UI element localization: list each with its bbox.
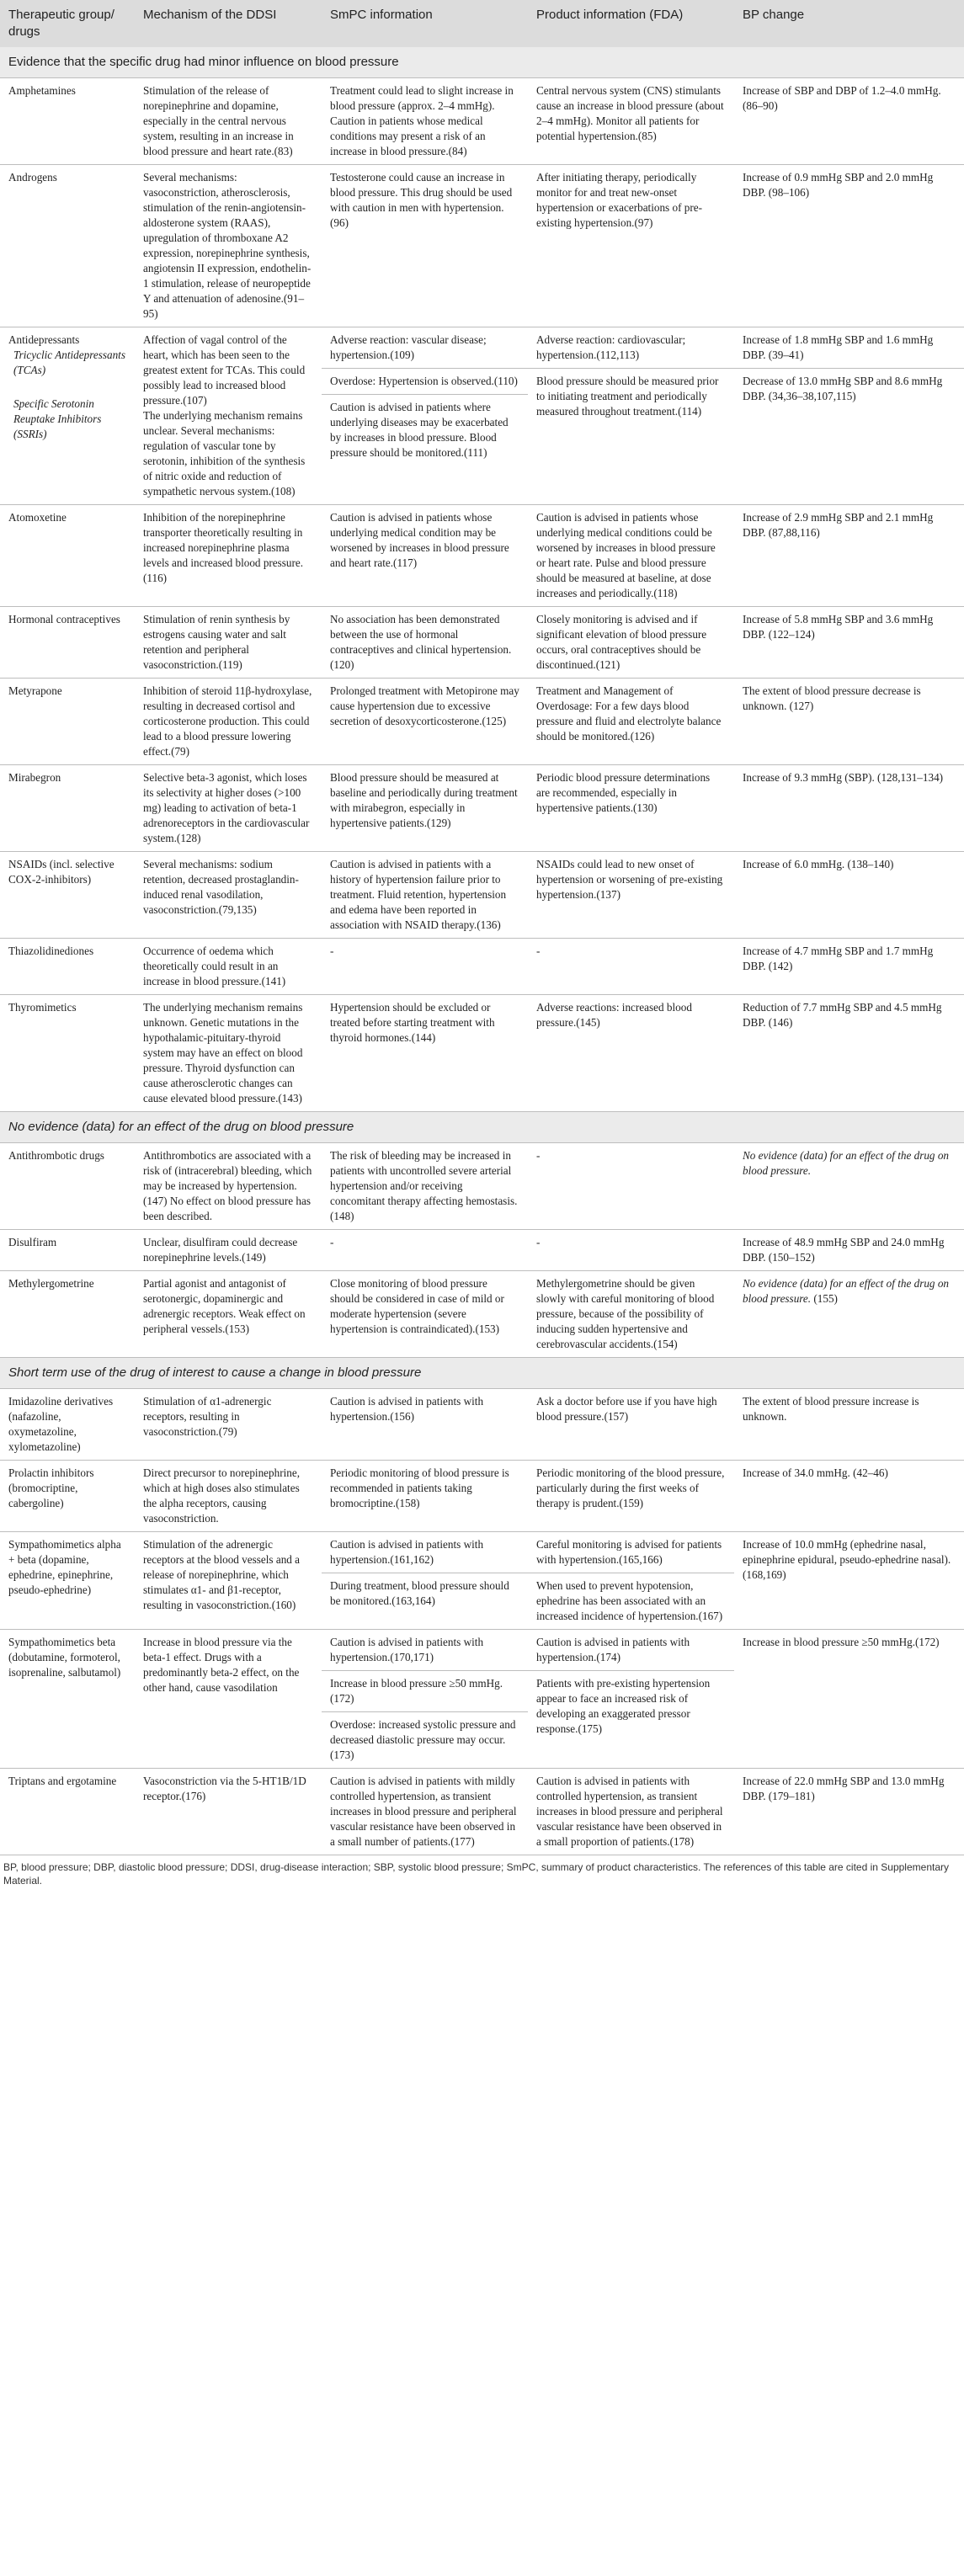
section-header-row [0,1358,964,1389]
section-header-row [0,47,964,78]
mechanism-text: Occurrence of oedema which theoretically could result in an increase in blood pressure.(141) [143,945,286,987]
cell-fda [528,1532,734,1630]
cell-mechanism [135,327,322,505]
cell-smpc [322,1389,528,1461]
bp-change-text: Increase of 1.8 mmHg SBP and 1.6 mmHg DBP. (39–41) [743,333,934,361]
section-header-row [0,1112,964,1143]
cell-fda [528,1769,734,1855]
bp-change-text: The extent of blood pressure increase is unknown. [743,1395,919,1423]
fda-text: - [536,1149,541,1162]
drug-name: Atomoxetine [8,511,67,524]
bp-change-text: No evidence (data) for an effect of the drug on blood pressure. [743,1149,950,1177]
cell-mechanism [135,165,322,327]
cell-drug [0,1143,135,1230]
cell-fda [528,939,734,995]
fda-text: Methylergometrine should be given slowly with careful monitoring of blood pressure, because of the possibility of inducing sudden hypertensive and cerebrovascular accidents.(154) [536,1277,715,1350]
cell-bp-change [734,505,964,607]
cell-mechanism [135,1230,322,1271]
cell-drug [0,1532,135,1630]
table-row [0,1532,964,1630]
table-row [0,995,964,1112]
fda-text: Caution is advised in patients with controlled hypertension, as transient increases in blood pressure and peripheral vascular resistance have been observed in a small proportion of patients.(178) [536,1775,723,1848]
cell-mechanism [135,505,322,607]
smpc-text: Overdose: Hypertension is observed.(110) [322,368,528,389]
fda-text: Periodic blood pressure determinations are recommended, especially in hypertensive patients.(130) [536,771,711,814]
table-row [0,1630,964,1769]
cell-drug [0,1461,135,1532]
section-title: Evidence that the specific drug had minor influence on blood pressure [0,47,964,78]
table-header-row [0,0,964,47]
cell-drug [0,1389,135,1461]
table-body [0,47,964,1855]
bp-change-text: Reduction of 7.7 mmHg SBP and 4.5 mmHg DBP. (146) [743,1001,942,1029]
cell-bp-change [734,852,964,939]
smpc-text: - [330,1236,334,1248]
table-row [0,939,964,995]
drug-subgroup: Tricyclic Antidepressants (TCAs) [13,349,125,376]
cell-fda [528,607,734,679]
cell-fda [528,995,734,1112]
cell-mechanism [135,1143,322,1230]
bp-change-ref: (155) [813,1292,838,1305]
cell-mechanism [135,1389,322,1461]
fda-text: Closely monitoring is advised and if significant elevation of blood pressure occurs, oral contraceptives should be discontinued.(121) [536,613,707,671]
mechanism-text: Stimulation of the adrenergic receptors at the blood vessels and a release of norepinephrine, which stimulates α1- and β1-receptor, resulting in vasoconstriction.(160) [143,1538,301,1611]
cell-bp-change [734,765,964,852]
table-row [0,1461,964,1532]
fda-text: Caution is advised in patients with hypertension.(174) [536,1636,690,1663]
cell-drug [0,1230,135,1271]
mechanism-text: Vasoconstriction via the 5-HT1B/1D receptor.(176) [143,1775,306,1802]
cell-fda [528,165,734,327]
cell-smpc [322,1769,528,1855]
cell-fda [528,78,734,165]
cell-drug [0,1769,135,1855]
section-title: Short term use of the drug of interest to cause a change in blood pressure [0,1358,964,1389]
cell-bp-change [734,939,964,995]
cell-drug [0,78,135,165]
table-row [0,1143,964,1230]
cell-drug [0,607,135,679]
cell-smpc [322,1630,528,1769]
drug-name: Thyromimetics [8,1001,77,1014]
cell-fda [528,679,734,765]
fda-text: Adverse reactions: increased blood pressure.(145) [536,1001,692,1029]
cell-fda [528,1271,734,1358]
bp-change-text: Increase of 6.0 mmHg. (138–140) [743,858,894,870]
smpc-text: Caution is advised in patients with hypertension.(156) [330,1395,484,1423]
fda-text: Patients with pre-existing hypertension appear to face an increased risk of developing an exaggerated pressor response.(175) [528,1670,734,1737]
cell-drug [0,939,135,995]
cell-drug [0,1630,135,1769]
drug-name: Metyrapone [8,684,62,697]
cell-fda [528,1230,734,1271]
cell-bp-change [734,78,964,165]
cell-smpc [322,939,528,995]
drug-name: Hormonal contraceptives [8,613,120,625]
smpc-text: Caution is advised in patients where underlying diseases may be exacerbated by increases in blood pressure. Blood pressure should be monitored.(111) [322,394,528,460]
fda-text: Periodic monitoring of the blood pressure, particularly during the first weeks of therapy is prudent.(159) [536,1466,725,1509]
bp-change-text: Increase of 48.9 mmHg SBP and 24.0 mmHg DBP. (150–152) [743,1236,945,1264]
cell-fda [528,1389,734,1461]
cell-bp-change [734,995,964,1112]
bp-change-text: Increase of 34.0 mmHg. (42–46) [743,1466,888,1479]
header-smpc: SmPC information [322,0,528,47]
table-row [0,1769,964,1855]
cell-drug [0,765,135,852]
cell-smpc [322,78,528,165]
fda-text: - [536,1236,541,1248]
smpc-text: Caution is advised in patients with hypertension.(170,171) [330,1636,484,1663]
cell-bp-change [734,1271,964,1358]
drug-name: Antithrombotic drugs [8,1149,104,1162]
cell-mechanism [135,1630,322,1769]
smpc-text: The risk of bleeding may be increased in patients with uncontrolled severe arterial hypertension and/or receiving concomitant therapy affecting hemostasis.(148) [330,1149,518,1222]
cell-mechanism [135,765,322,852]
cell-bp-change [734,1769,964,1855]
smpc-text: Caution is advised in patients whose underlying medical condition may be worsened by increases in blood pressure and heart rate.(117) [330,511,509,569]
bp-change-text: Increase of 2.9 mmHg SBP and 2.1 mmHg DBP. (87,88,116) [743,511,934,539]
smpc-text: Treatment could lead to slight increase in blood pressure (approx. 2–4 mmHg). Caution in patients whose medical conditions may present a risk of an increase in blood pressure.(84) [330,84,514,157]
mechanism-text: Affection of vagal control of the heart, which has been seen to the greatest extent for TCAs. This could possibly lead to increased blood pressure.(107) [143,333,306,407]
table-row [0,327,964,505]
fda-text: Adverse reaction: cardiovascular; hypertension.(112,113) [536,333,686,361]
cell-mechanism [135,1532,322,1630]
drug-name: Methylergometrine [8,1277,94,1290]
header-mechanism: Mechanism of the DDSI [135,0,322,47]
mechanism-text: Stimulation of α1-adrenergic receptors, resulting in vasoconstriction.(79) [143,1395,272,1438]
cell-mechanism [135,607,322,679]
cell-smpc [322,995,528,1112]
drug-name: Sympathomimetics alpha + beta (dopamine, ephedrine, epinephrine, pseudo-ephedrine) [8,1538,121,1596]
bp-change-text: Increase in blood pressure ≥50 mmHg.(172) [743,1636,940,1648]
cell-smpc [322,1461,528,1532]
mechanism-text: The underlying mechanism remains unclear. Several mechanisms: regulation of vascular tone by serotonin, inhibition of the synthesis of nitric oxide and reduction of sympathetic nervous system.(108) [143,409,306,498]
cell-bp-change [734,1389,964,1461]
cell-smpc [322,765,528,852]
table-row [0,852,964,939]
smpc-text: Periodic monitoring of blood pressure is recommended in patients taking bromocriptine.(158) [330,1466,509,1509]
header-drug: Therapeutic group/ drugs [0,0,135,47]
cell-mechanism [135,1461,322,1532]
mechanism-text: Stimulation of renin synthesis by estrogens causing water and salt retention and peripheral vasoconstriction.(119) [143,613,290,671]
smpc-text: No association has been demonstrated between the use of hormonal contraceptives and clinical hypertension.(120) [330,613,512,671]
cell-smpc [322,165,528,327]
smpc-text: Prolonged treatment with Metopirone may cause hypertension due to excessive secretion of desoxycorticosterone.(125) [330,684,519,727]
smpc-text: Testosterone could cause an increase in blood pressure. This drug should be used with caution in men with hypertension.(96) [330,171,513,229]
bp-change-text: Increase of SBP and DBP of 1.2–4.0 mmHg. (86–90) [743,84,941,112]
cell-bp-change [734,1230,964,1271]
cell-drug [0,327,135,505]
cell-bp-change [734,1143,964,1230]
cell-mechanism [135,939,322,995]
smpc-text: - [330,945,334,957]
header-fda: Product information (FDA) [528,0,734,47]
cell-fda [528,1461,734,1532]
table-row [0,679,964,765]
mechanism-text: Inhibition of the norepinephrine transporter theoretically resulting in increased norepinephrine plasma levels and increased blood pressure.(116) [143,511,304,584]
drug-name: Sympathomimetics beta (dobutamine, formoterol, isoprenaline, salbutamol) [8,1636,121,1679]
mechanism-text: Several mechanisms: vasoconstriction, atherosclerosis, stimulation of the renin-angiotensin-aldosterone system (RAAS), upregulation of thromboxane A2 expression, norepinephrine synthesis, angiotensin II expression, endothelin-1 stimulation, release of neuropeptide Y and attenuation of adenosine.(91–95) [143,171,312,320]
smpc-text: Blood pressure should be measured at baseline and periodically during treatment with mirabegron, especially in hypertensive patients.(129) [330,771,518,829]
drug-name: Antidepressants [8,333,80,346]
cell-smpc [322,679,528,765]
table-row [0,765,964,852]
fda-text: Ask a doctor before use if you have high blood pressure.(157) [536,1395,717,1423]
table-row [0,78,964,165]
cell-smpc [322,327,528,505]
drug-name: Thiazolidinediones [8,945,94,957]
fda-text: NSAIDs could lead to new onset of hypertension or worsening of pre-existing hypertension.(137) [536,858,723,901]
smpc-text: During treatment, blood pressure should be monitored.(163,164) [322,1573,528,1609]
bp-change-text: Increase of 22.0 mmHg SBP and 13.0 mmHg DBP. (179–181) [743,1775,945,1802]
table-row [0,165,964,327]
drug-name: Amphetamines [8,84,76,97]
bp-change-text: No evidence (data) for an effect of the drug on blood pressure. [743,1277,950,1305]
cell-smpc [322,852,528,939]
bp-change-text: Increase of 10.0 mmHg (ephedrine nasal, epinephrine epidural, pseudo-ephedrine nasal). (168,169) [743,1538,951,1581]
mechanism-text: Direct precursor to norepinephrine, which at high doses also stimulates the alpha receptors, causing vasoconstriction. [143,1466,301,1525]
smpc-text: Increase in blood pressure ≥50 mmHg.(172) [322,1670,528,1706]
drug-name: Androgens [8,171,57,184]
fda-text: Careful monitoring is advised for patients with hypertension.(165,166) [536,1538,722,1566]
table-row [0,607,964,679]
drug-name: Disulfiram [8,1236,57,1248]
cell-fda [528,505,734,607]
mechanism-text: The underlying mechanism remains unknown. Genetic mutations in the hypothalamic-pituitary-thyroid system may have an effect on blood pressure. Thyroid dysfunction can cause atherosclerotic changes can cause elevated blood pressure.(143) [143,1001,303,1104]
cell-drug [0,1271,135,1358]
cell-smpc [322,607,528,679]
fda-text: Caution is advised in patients whose underlying medical conditions could be worsened by increases in blood pressure or heart rate. Pulse and blood pressure should be measured at baseline, at dose increases and periodically.(118) [536,511,716,599]
cell-smpc [322,1532,528,1630]
drug-name: Mirabegron [8,771,61,784]
mechanism-text: Unclear, disulfiram could decrease norepinephrine levels.(149) [143,1236,298,1264]
mechanism-text: Antithrombotics are associated with a risk of (intracerebral) bleeding, which may be increased by hypertension.(147) No effect on blood pressure has been described. [143,1149,312,1222]
table-row [0,505,964,607]
drug-subgroup: Specific Serotonin Reuptake Inhibitors (SSRIs) [13,397,102,440]
cell-smpc [322,1271,528,1358]
smpc-text: Adverse reaction: vascular disease; hypertension.(109) [330,333,487,361]
cell-drug [0,505,135,607]
cell-mechanism [135,78,322,165]
cell-bp-change [734,165,964,327]
cell-fda [528,1143,734,1230]
cell-drug [0,679,135,765]
smpc-text: Caution is advised in patients with a history of hypertension failure prior to treatment. Fluid retention, hypertension and edema have been reported in association with NSAID therapy.(136) [330,858,507,931]
mechanism-text: Inhibition of steroid 11β-hydroxylase, resulting in decreased cortisol and corticosterone production. This could lead to a blood pressure lowering effect.(79) [143,684,312,758]
cell-smpc [322,1143,528,1230]
bp-change-text: Increase of 5.8 mmHg SBP and 3.6 mmHg DBP. (122–124) [743,613,934,641]
cell-mechanism [135,852,322,939]
cell-fda [528,327,734,505]
bp-change-text: Increase of 0.9 mmHg SBP and 2.0 mmHg DBP. (98–106) [743,171,934,199]
cell-bp-change [734,1630,964,1769]
cell-bp-change [734,327,964,505]
cell-fda [528,765,734,852]
fda-text: Blood pressure should be measured prior to initiating treatment and periodically measured throughout treatment.(114) [528,368,734,419]
cell-bp-change [734,1461,964,1532]
mechanism-text: Partial agonist and antagonist of serotonergic, dopaminergic and adrenergic receptors. Weak effect on peripheral vessels.(153) [143,1277,306,1335]
fda-text: Central nervous system (CNS) stimulants cause an increase in blood pressure (about 2–4 mmHg). Monitor all patients for potential hypertension.(85) [536,84,724,142]
cell-smpc [322,1230,528,1271]
table-row [0,1389,964,1461]
table-row [0,1230,964,1271]
mechanism-text: Increase in blood pressure via the beta-1 effect. Drugs with a predominantly beta-2 effect, on the other hand, cause vasodilation [143,1636,300,1694]
cell-fda [528,852,734,939]
cell-mechanism [135,1271,322,1358]
mechanism-text: Selective beta-3 agonist, which loses its selectivity at higher doses (>100 mg) leading to activation of beta-1 adrenoreceptors in the cardiovascular system.(128) [143,771,310,844]
fda-text: After initiating therapy, periodically monitor for and treat new-onset hypertension or exacerbations of pre-existing hypertension.(97) [536,171,703,229]
drug-name: NSAIDs (incl. selective COX-2-inhibitors) [8,858,115,886]
table-row [0,1271,964,1358]
mechanism-text: Several mechanisms: sodium retention, decreased prostaglandin-induced renal vasodilation, vasoconstriction.(79,135) [143,858,299,916]
smpc-text: Close monitoring of blood pressure should be considered in case of mild or moderate hypertension (severe hypertension is contraindicated).(153) [330,1277,504,1335]
smpc-text: Hypertension should be excluded or treated before starting treatment with thyroid hormones.(144) [330,1001,495,1044]
cell-bp-change [734,679,964,765]
drug-name: Triptans and ergotamine [8,1775,117,1787]
fda-text: - [536,945,541,957]
cell-drug [0,165,135,327]
smpc-text: Overdose: increased systolic pressure and decreased diastolic pressure may occur.(173) [322,1711,528,1763]
cell-bp-change [734,607,964,679]
drug-name: Imidazoline derivatives (nafazoline, oxymetazoline, xylometazoline) [8,1395,114,1453]
bp-change-text: The extent of blood pressure decrease is unknown. (127) [743,684,921,712]
smpc-text: Caution is advised in patients with mildly controlled hypertension, as transient increases in blood pressure and peripheral vascular resistance have been observed in a small number of patients.(177) [330,1775,517,1848]
cell-drug [0,995,135,1112]
cell-smpc [322,505,528,607]
section-title: No evidence (data) for an effect of the drug on blood pressure [0,1112,964,1143]
fda-text: Treatment and Management of Overdosage: For a few days blood pressure and fluid and electrolyte balance should be monitored.(126) [536,684,722,742]
cell-fda [528,1630,734,1769]
cell-mechanism [135,1769,322,1855]
table-footnote: BP, blood pressure; DBP, diastolic blood pressure; DDSI, drug-disease interaction; SBP, systolic blood pressure; SmPC, summary of product characteristics. The references of this table are cited in Supplementary Material. [3,1861,949,1887]
bp-change-text: Decrease of 13.0 mmHg SBP and 8.6 mmHg DBP. (34,36–38,107,115) [734,368,964,404]
smpc-text: Caution is advised in patients with hypertension.(161,162) [330,1538,484,1566]
header-bp-change: BP change [734,0,964,47]
fda-text: When used to prevent hypotension, ephedrine has been associated with an increased incidence of hypertension.(167) [528,1573,734,1624]
cell-mechanism [135,995,322,1112]
bp-change-text: Increase of 4.7 mmHg SBP and 1.7 mmHg DBP. (142) [743,945,934,972]
cell-mechanism [135,679,322,765]
cell-drug [0,852,135,939]
drug-name: Prolactin inhibitors (bromocriptine, cabergoline) [8,1466,94,1509]
mechanism-text: Stimulation of the release of norepinephrine and dopamine, especially in the central nervous system, resulting in an increase in blood pressure and heart rate.(83) [143,84,294,157]
cell-bp-change [734,1532,964,1630]
bp-change-text: Increase of 9.3 mmHg (SBP). (128,131–134) [743,771,944,784]
